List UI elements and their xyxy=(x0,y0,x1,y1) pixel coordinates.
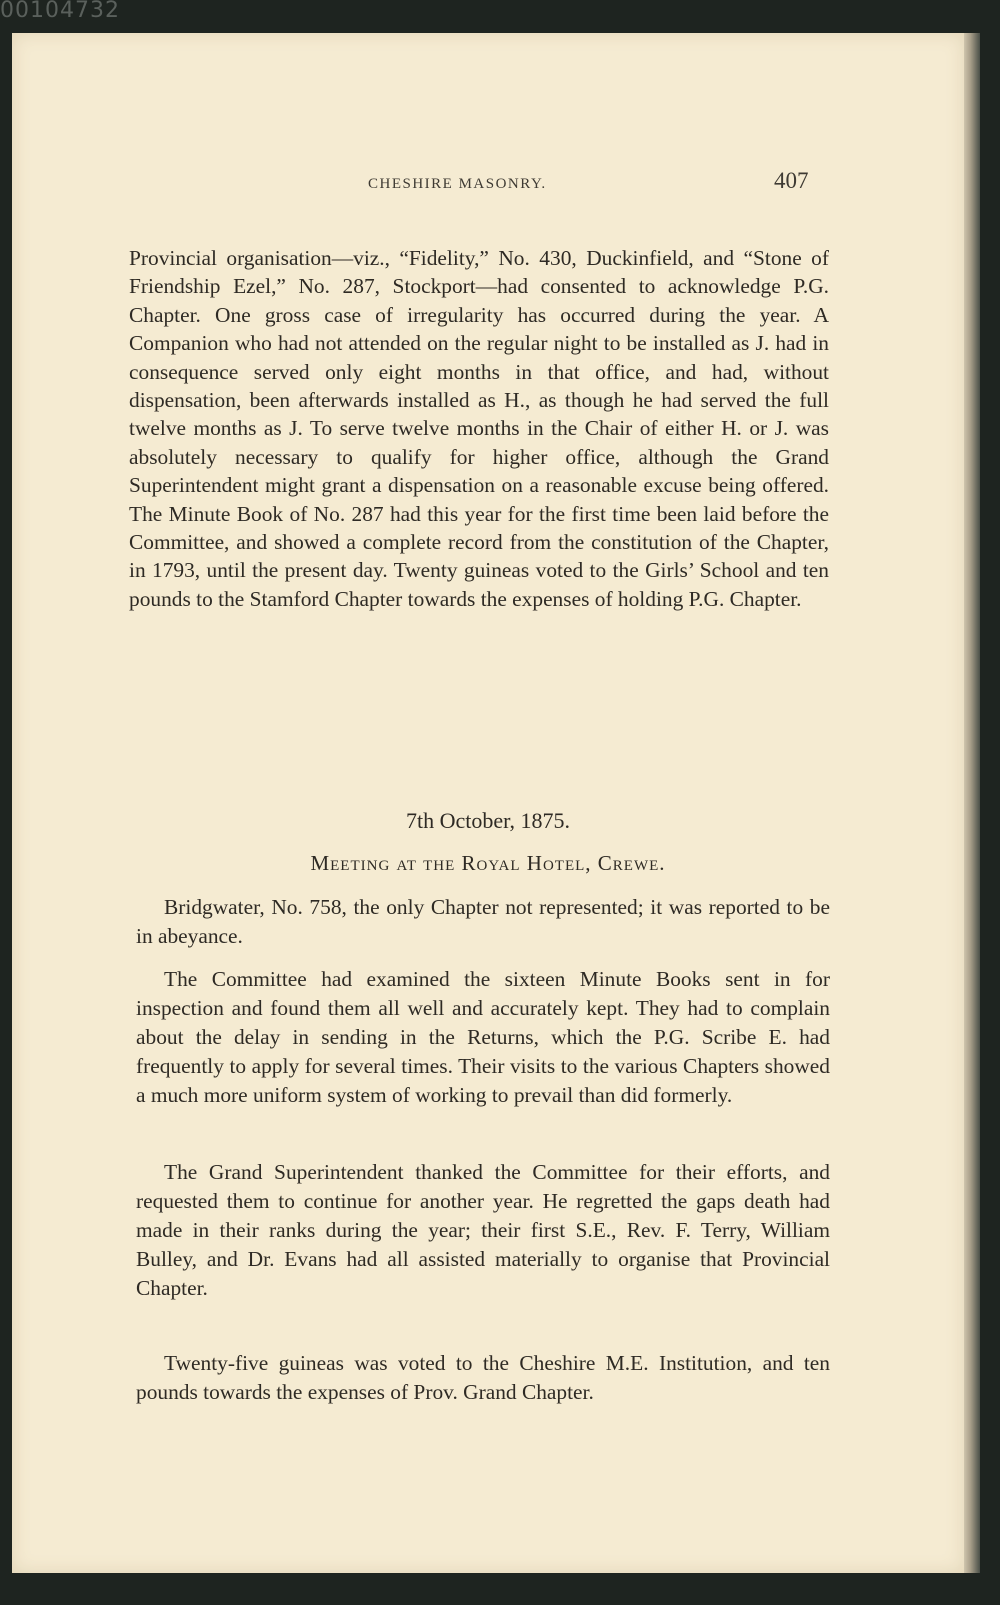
scan-id-label: 00104732 xyxy=(0,0,120,23)
paragraph-bridgwater: Bridgwater, No. 758, the only Chapter not represented; it was reported to be in abeyance. xyxy=(136,895,830,948)
book-page xyxy=(12,33,964,1573)
page-edge xyxy=(964,33,980,1573)
running-title: CHESHIRE MASONRY. xyxy=(368,176,547,192)
paragraph-grand-superintendent: The Grand Superintendent thanked the Committee for their efforts, and requested them to continue for another year. He regretted the gaps death had made in their ranks during the year; their first S.E., Rev. F. Terry, William Bulley, and Dr. Evans had all assisted materially to organise that Provincial Chapter. xyxy=(136,1160,830,1300)
paragraph-donations: Twenty-five guineas was voted to the Cheshire M.E. Institution, and ten pounds towards the expenses of Prov. Grand Chapter. xyxy=(136,1351,830,1404)
section-heading: Meeting at the Royal Hotel, Crewe. xyxy=(310,851,666,875)
section-date: 7th October, 1875. xyxy=(405,808,571,833)
paragraph-committee-report: The Committee had examined the sixteen Minute Books sent in for inspection and found them all well and accurately kept. They had to complain about the delay in sending in the Returns, which the P.G. Scribe E. had frequently to apply for several times. Their visits to the various Chapters showed a much more uniform system of working to prevail than did formerly. xyxy=(136,967,830,1107)
page-number: 407 xyxy=(774,168,809,193)
paragraph-provincial-organisation: Provincial organisation—viz., “Fidelity,” No. 430, Duckinfield, and “Stone of Friendship Ezel,” No. 287, Stockport—had consented to acknowledge P.G. Chapter. One gross case of irregularity has occurred during the year. A Companion who had not attended on the regular night to be installed as J. had in consequence served only eight months in that office, and had, without dispensation, been afterwards installed as H., as though he had served the full twelve months as J. To serve twelve months in the Chair of either H. or J. was absolutely necessary to qualify for higher office, although the Grand Superintendent might grant a dispensation on a reasonable excuse being offered. The Minute Book of No. 287 had this year for the first time been laid before the Committee, and showed a complete record from the constitution of the Chapter, in 1793, until the present day. Twenty guineas voted to the Girls’ School and ten pounds to the Stamford Chapter towards the expenses of holding P.G. Chapter. xyxy=(129,246,829,611)
page-header xyxy=(12,168,964,208)
